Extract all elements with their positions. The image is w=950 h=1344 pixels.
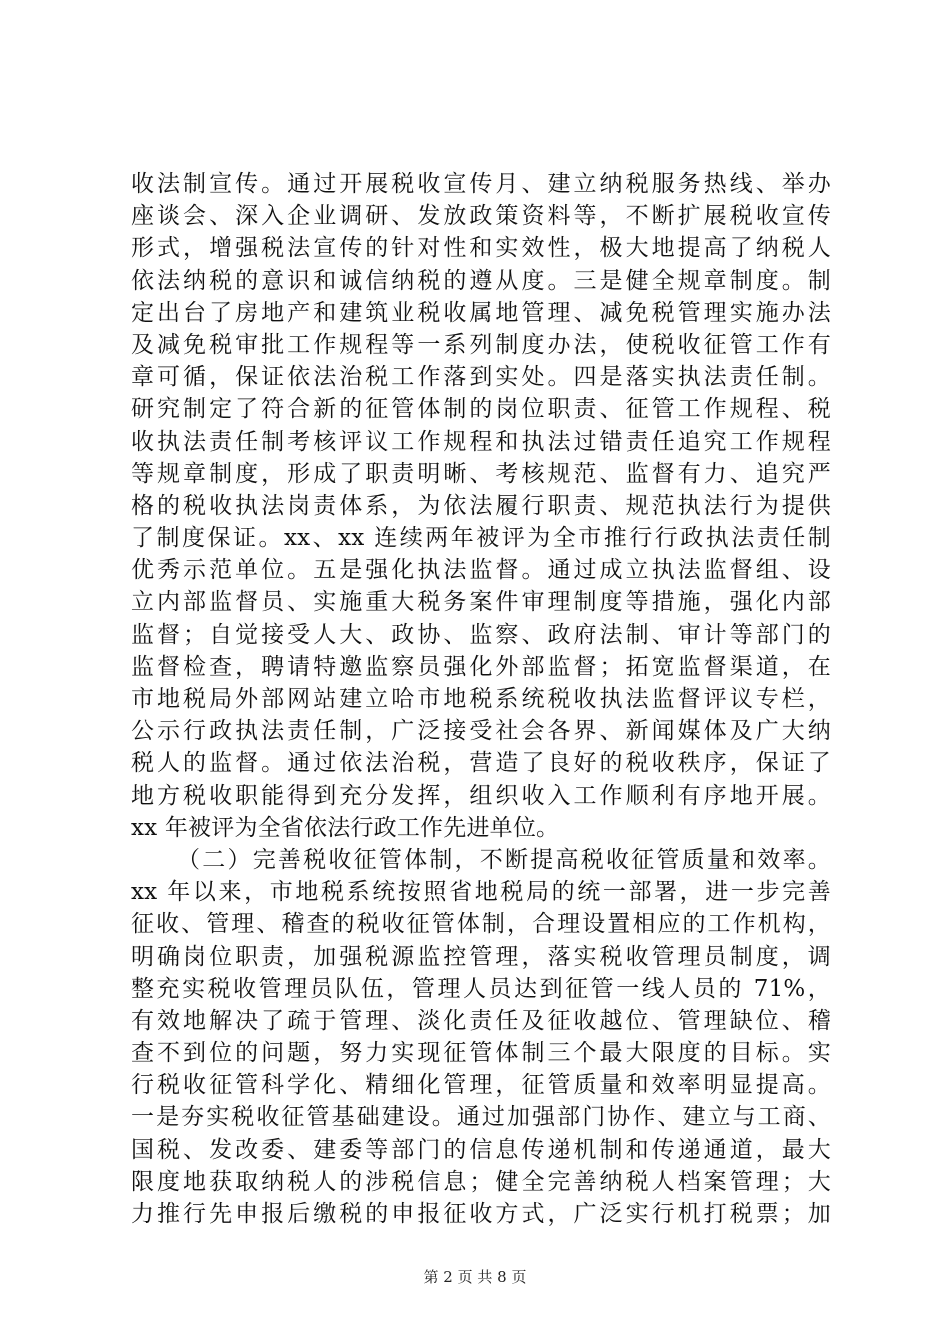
page-number-footer: 第 2 页 共 8 页 [423,1268,527,1286]
text-line: 立内部监督员、实施重大税务案件审理制度等措施，强化内部 [131,589,831,616]
text-line: 格的税收执法岗责体系，为依法履行职责、规范执法行为提供 [131,492,831,519]
text-line: 有效地解决了疏于管理、淡化责任及征收越位、管理缺位、稽 [131,1007,831,1034]
text-line: 整充实税收管理员队伍，管理人员达到征管一线人员的 71%， [131,975,831,1002]
text-line: 国税、发改委、建委等部门的信息传递机制和传递通道，最大 [131,1136,831,1163]
text-line: 征收、管理、稽查的税收征管体制，合理设置相应的工作机构， [131,911,831,938]
text-line: 一是夯实税收征管基础建设。通过加强部门协作、建立与工商、 [131,1104,831,1131]
text-line: 等规章制度，形成了职责明晰、考核规范、监督有力、追究严 [131,460,831,487]
text-line: 监督；自觉接受人大、政协、监察、政府法制、审计等部门的 [131,621,831,648]
text-line: 及减免税审批工作规程等一系列制度办法，使税收征管工作有 [131,331,831,358]
text-line: 监督检查，聘请特邀监察员强化外部监督；拓宽监督渠道，在 [131,653,831,680]
text-line: xx 年以来，市地税系统按照省地税局的统一部署，进一步完善 [131,879,831,906]
text-line: 限度地获取纳税人的涉税信息；健全完善纳税人档案管理；大 [131,1168,831,1195]
document-body [131,168,831,1230]
text-line: 明确岗位职责，加强税源监控管理，落实税收管理员制度，调 [131,943,831,970]
text-line: 税人的监督。通过依法治税，营造了良好的税收秩序，保证了 [131,750,831,777]
text-line: 章可循，保证依法治税工作落到实处。四是落实执法责任制。 [131,364,831,391]
text-line: 收执法责任制考核评议工作规程和执法过错责任追究工作规程 [131,428,831,455]
text-line: 了制度保证。xx、xx 连续两年被评为全市推行行政执法责任制 [131,525,831,552]
text-line: 公示行政执法责任制，广泛接受社会各界、新闻媒体及广大纳 [131,718,831,745]
text-line: 地方税收职能得到充分发挥，组织收入工作顺利有序地开展。 [131,782,831,809]
text-line: 研究制定了符合新的征管体制的岗位职责、征管工作规程、税 [131,396,831,423]
text-line: 查不到位的问题，努力实现征管体制三个最大限度的目标。实 [131,1040,831,1067]
text-line: 座谈会、深入企业调研、发放政策资料等，不断扩展税收宣传 [131,203,831,230]
text-line: 形式，增强税法宣传的针对性和实效性，极大地提高了纳税人 [131,235,831,262]
text-line: 力推行先申报后缴税的申报征收方式，广泛实行机打税票；加 [131,1201,831,1227]
text-line: 收法制宣传。通过开展税收宣传月、建立纳税服务热线、举办 [131,171,831,197]
text-line: 依法纳税的意识和诚信纳税的遵从度。三是健全规章制度。制 [131,267,831,294]
text-line-paragraph-end: xx 年被评为全省依法行政工作先进单位。 [131,814,560,841]
text-line: 优秀示范单位。五是强化执法监督。通过成立执法监督组、设 [131,557,831,584]
text-line: 定出台了房地产和建筑业税收属地管理、减免税管理实施办法 [131,299,831,326]
text-line: 市地税局外部网站建立哈市地税系统税收执法监督评议专栏， [131,686,831,712]
section-heading-line: （二）完善税收征管体制，不断提高税收征管质量和效率。 [177,846,831,873]
text-line: 行税收征管科学化、精细化管理，征管质量和效率明显提高。 [131,1072,831,1099]
